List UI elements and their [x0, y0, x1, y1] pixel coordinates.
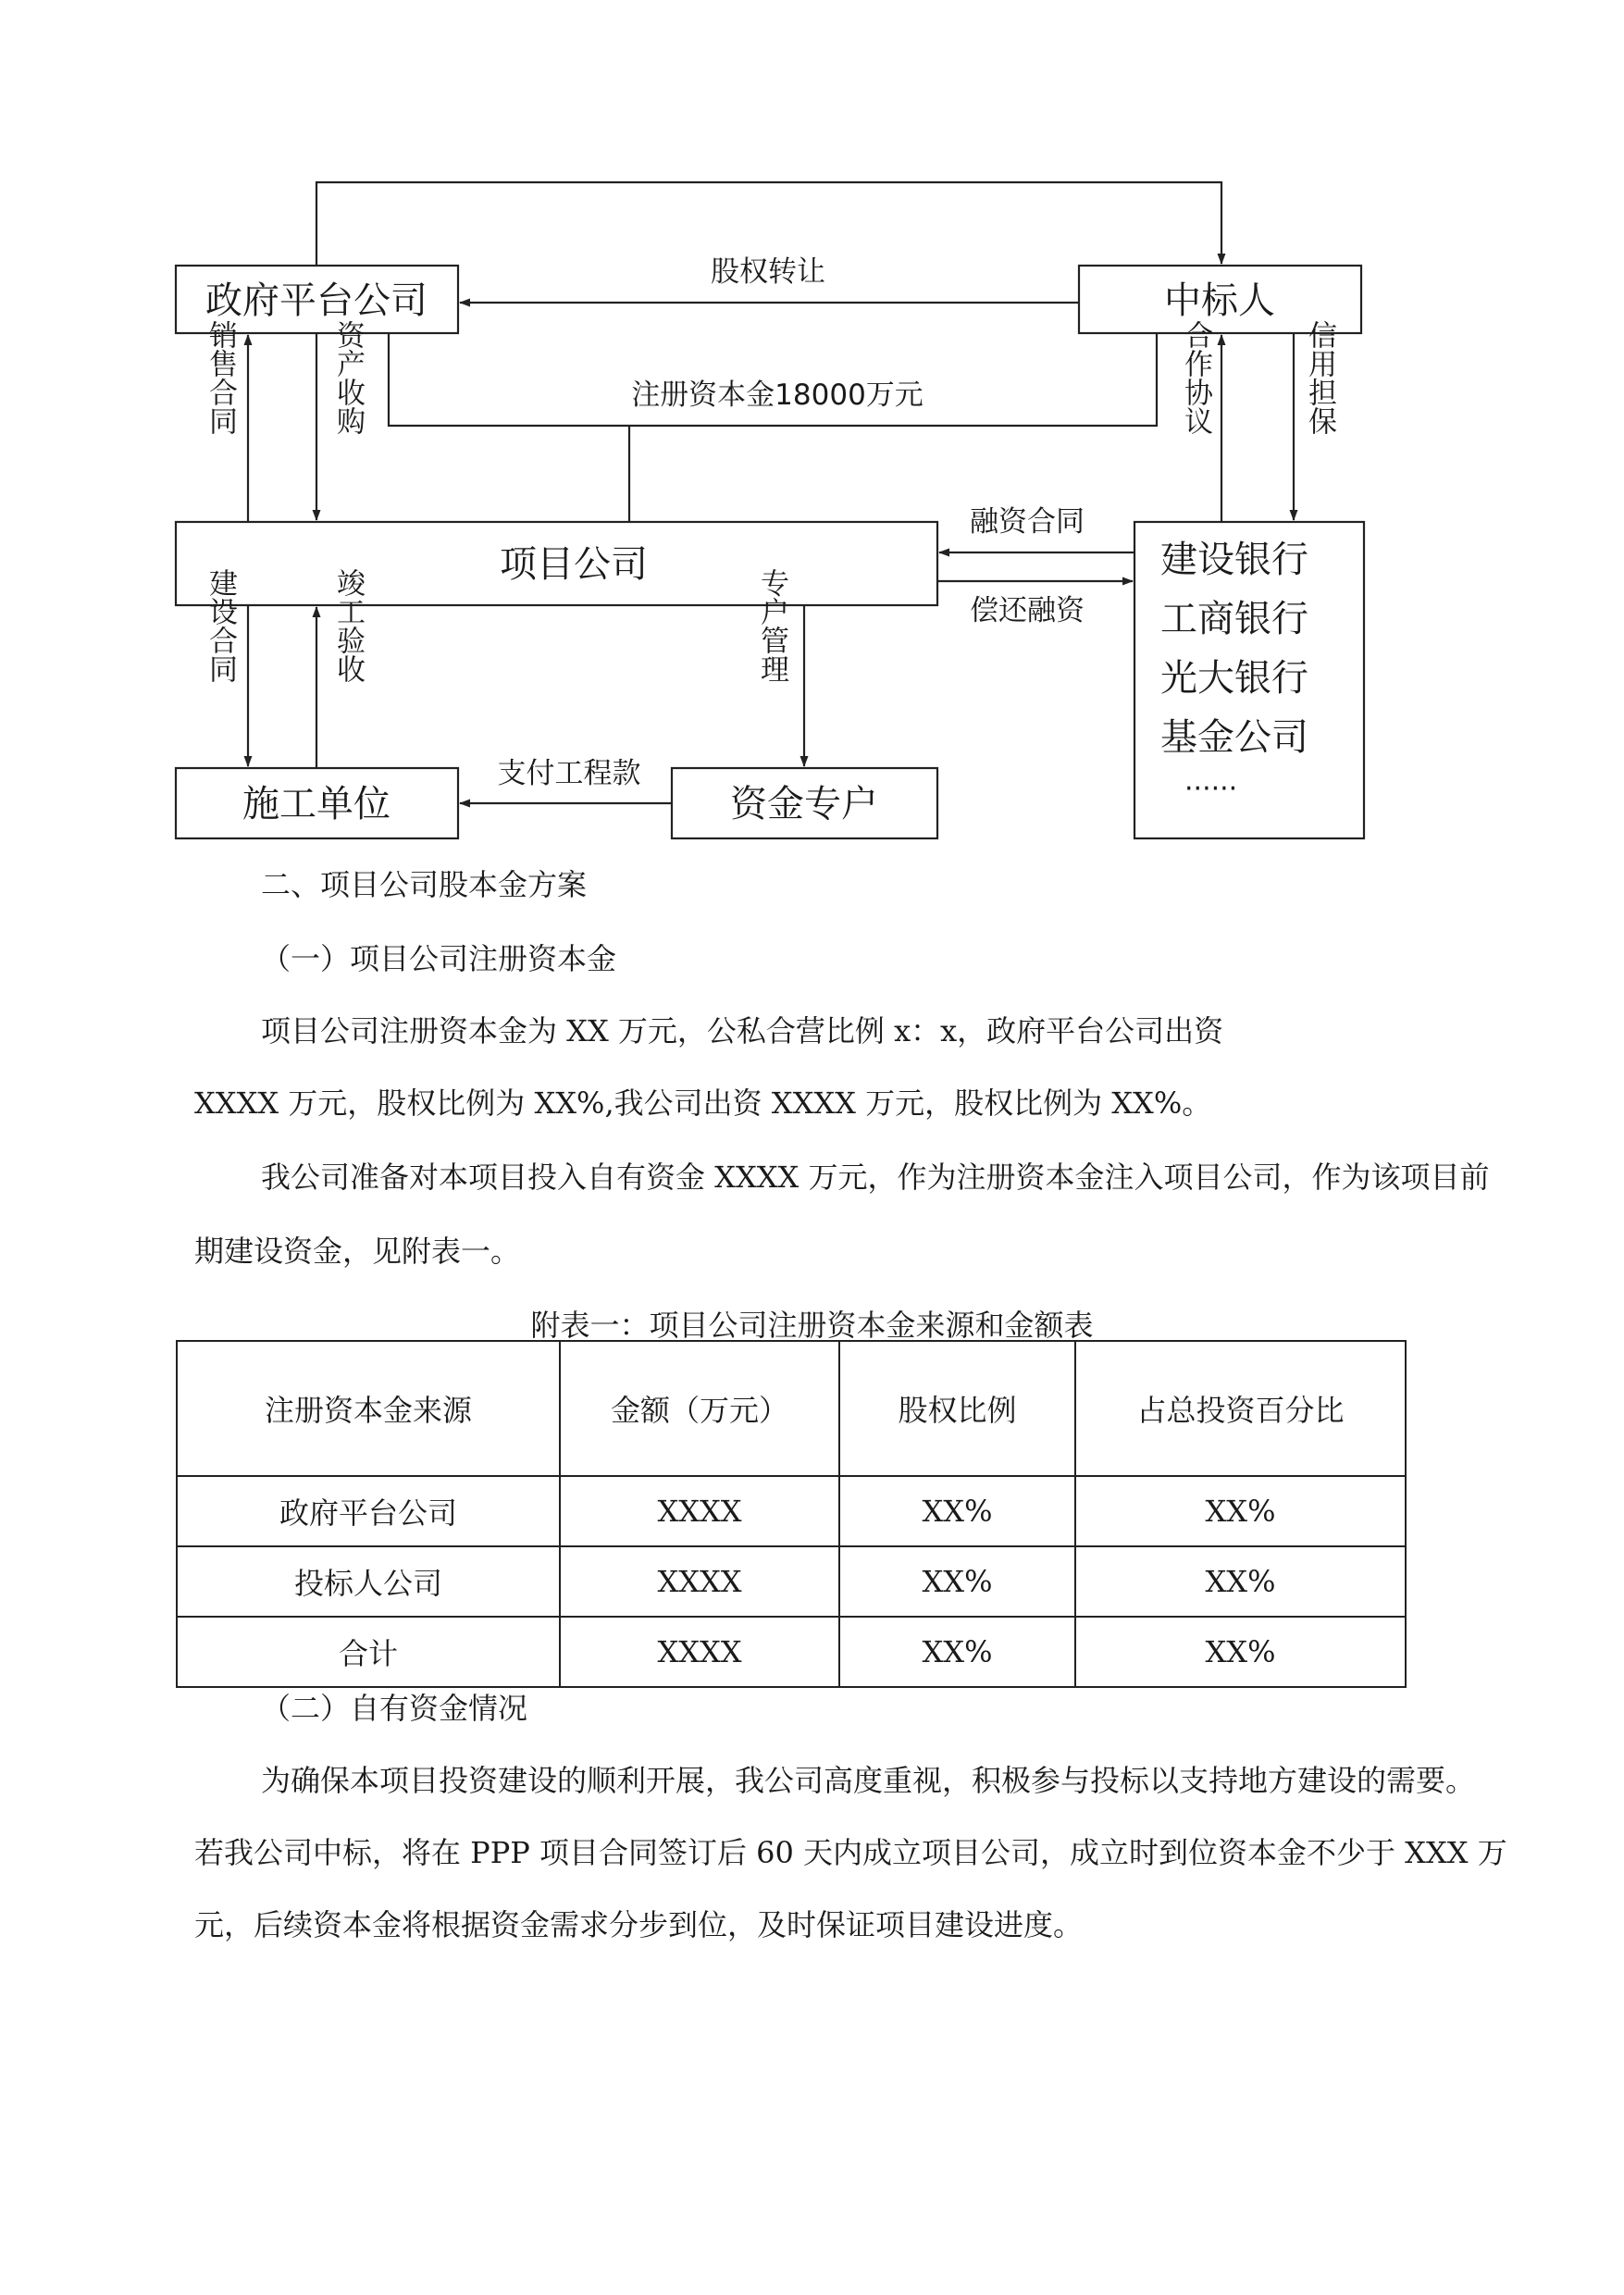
svg-text:融资合同: 融资合同 — [970, 505, 1085, 539]
project-company-box — [176, 522, 937, 605]
svg-text:专户管理: 专户管理 — [755, 568, 788, 683]
table-cell: 政府平台公司 — [177, 1476, 560, 1546]
para1-line1: 项目公司注册资本金为 XX 万元，公私合营比例 x：x，政府平台公司出资 — [261, 1013, 1224, 1048]
svg-text:项目公司: 项目公司 — [500, 543, 648, 586]
table-header-cell: 占总投资百分比 — [1075, 1341, 1406, 1476]
svg-text:销售合同: 销售合同 — [204, 320, 237, 435]
table-cell: XX% — [1075, 1476, 1406, 1546]
table-cell: XXXX — [560, 1617, 839, 1687]
table-header-cell: 股权比例 — [839, 1341, 1075, 1476]
fund-company: 基金公司 — [1160, 716, 1308, 759]
para3-line1: 为确保本项目投资建设的顺利开展，我公司高度重视，积极参与投标以支持地方建设的需要。 — [261, 1763, 1476, 1798]
bank-1: 建设银行 — [1160, 539, 1308, 581]
table-row — [177, 1546, 1406, 1617]
fund-account-box — [672, 768, 937, 838]
svg-text:竣工验收: 竣工验收 — [331, 568, 365, 683]
svg-text:偿还融资: 偿还融资 — [970, 594, 1085, 627]
subheading-1: （一）项目公司注册资本金 — [261, 941, 617, 976]
table-cell: XX% — [839, 1617, 1075, 1687]
table-cell: XX% — [1075, 1617, 1406, 1687]
svg-text:股权转让: 股权转让 — [711, 255, 825, 289]
para2-line1: 我公司准备对本项目投入自有资金 XXXX 万元，作为注册资本金注入项目公司，作为该项目前 — [261, 1160, 1490, 1195]
svg-text:信用担保: 信用担保 — [1303, 320, 1336, 435]
contractor-box — [176, 768, 458, 838]
capital-source-table — [176, 1340, 1407, 1688]
svg-text:注册资本金18000万元: 注册资本金18000万元 — [631, 378, 924, 412]
bank-3: 光大银行 — [1160, 657, 1308, 700]
table-cell: XXXX — [560, 1546, 839, 1617]
table-cell: XX% — [1075, 1546, 1406, 1617]
svg-text:资产收购: 资产收购 — [331, 320, 365, 435]
table-header-cell: 金额（万元） — [560, 1341, 839, 1476]
table-cell: XXXX — [560, 1476, 839, 1546]
svg-text:支付工程款: 支付工程款 — [497, 757, 641, 790]
table-total-row — [177, 1617, 1406, 1687]
para1-line2: XXXX 万元，股权比例为 XX%,我公司出资 XXXX 万元，股权比例为 XX%。 — [194, 1085, 1212, 1121]
table-cell: 投标人公司 — [177, 1546, 560, 1617]
section-heading-2: 二、项目公司股本金方案 — [261, 867, 588, 902]
table-caption: 附表一：项目公司注册资本金来源和金额表 — [530, 1308, 1094, 1343]
table-cell: XX% — [839, 1476, 1075, 1546]
bank-ellipsis: ······ — [1184, 773, 1238, 805]
table-header-row — [177, 1341, 1406, 1476]
sales-contract-label — [204, 320, 238, 435]
para3-line3: 元，后续资本金将根据资金需求分步到位，及时保证项目建设进度。 — [194, 1907, 1084, 1942]
table-header-cell: 注册资本金来源 — [177, 1341, 560, 1476]
svg-text:合作协议: 合作协议 — [1179, 320, 1212, 435]
para2-line2: 期建设资金，见附表一。 — [194, 1234, 521, 1269]
table-row — [177, 1476, 1406, 1546]
subheading-2: （二）自有资金情况 — [261, 1691, 528, 1726]
bank-2: 工商银行 — [1160, 598, 1308, 640]
svg-text:施工单位: 施工单位 — [242, 783, 391, 825]
table-cell: XX% — [839, 1546, 1075, 1617]
para3-line2: 若我公司中标，将在 PPP 项目合同签订后 60 天内成立项目公司，成立时到位资本金不少于 XXX 万 — [194, 1835, 1507, 1870]
table-cell: 合计 — [177, 1617, 560, 1687]
banks-box — [1134, 522, 1364, 838]
ppp-structure-diagram — [0, 0, 1624, 870]
svg-text:资金专户: 资金专户 — [730, 783, 878, 825]
svg-text:政府平台公司: 政府平台公司 — [205, 279, 428, 322]
svg-text:中标人: 中标人 — [1164, 279, 1275, 322]
svg-text:建设合同: 建设合同 — [204, 568, 237, 683]
top-loop-arrow — [316, 182, 1221, 266]
